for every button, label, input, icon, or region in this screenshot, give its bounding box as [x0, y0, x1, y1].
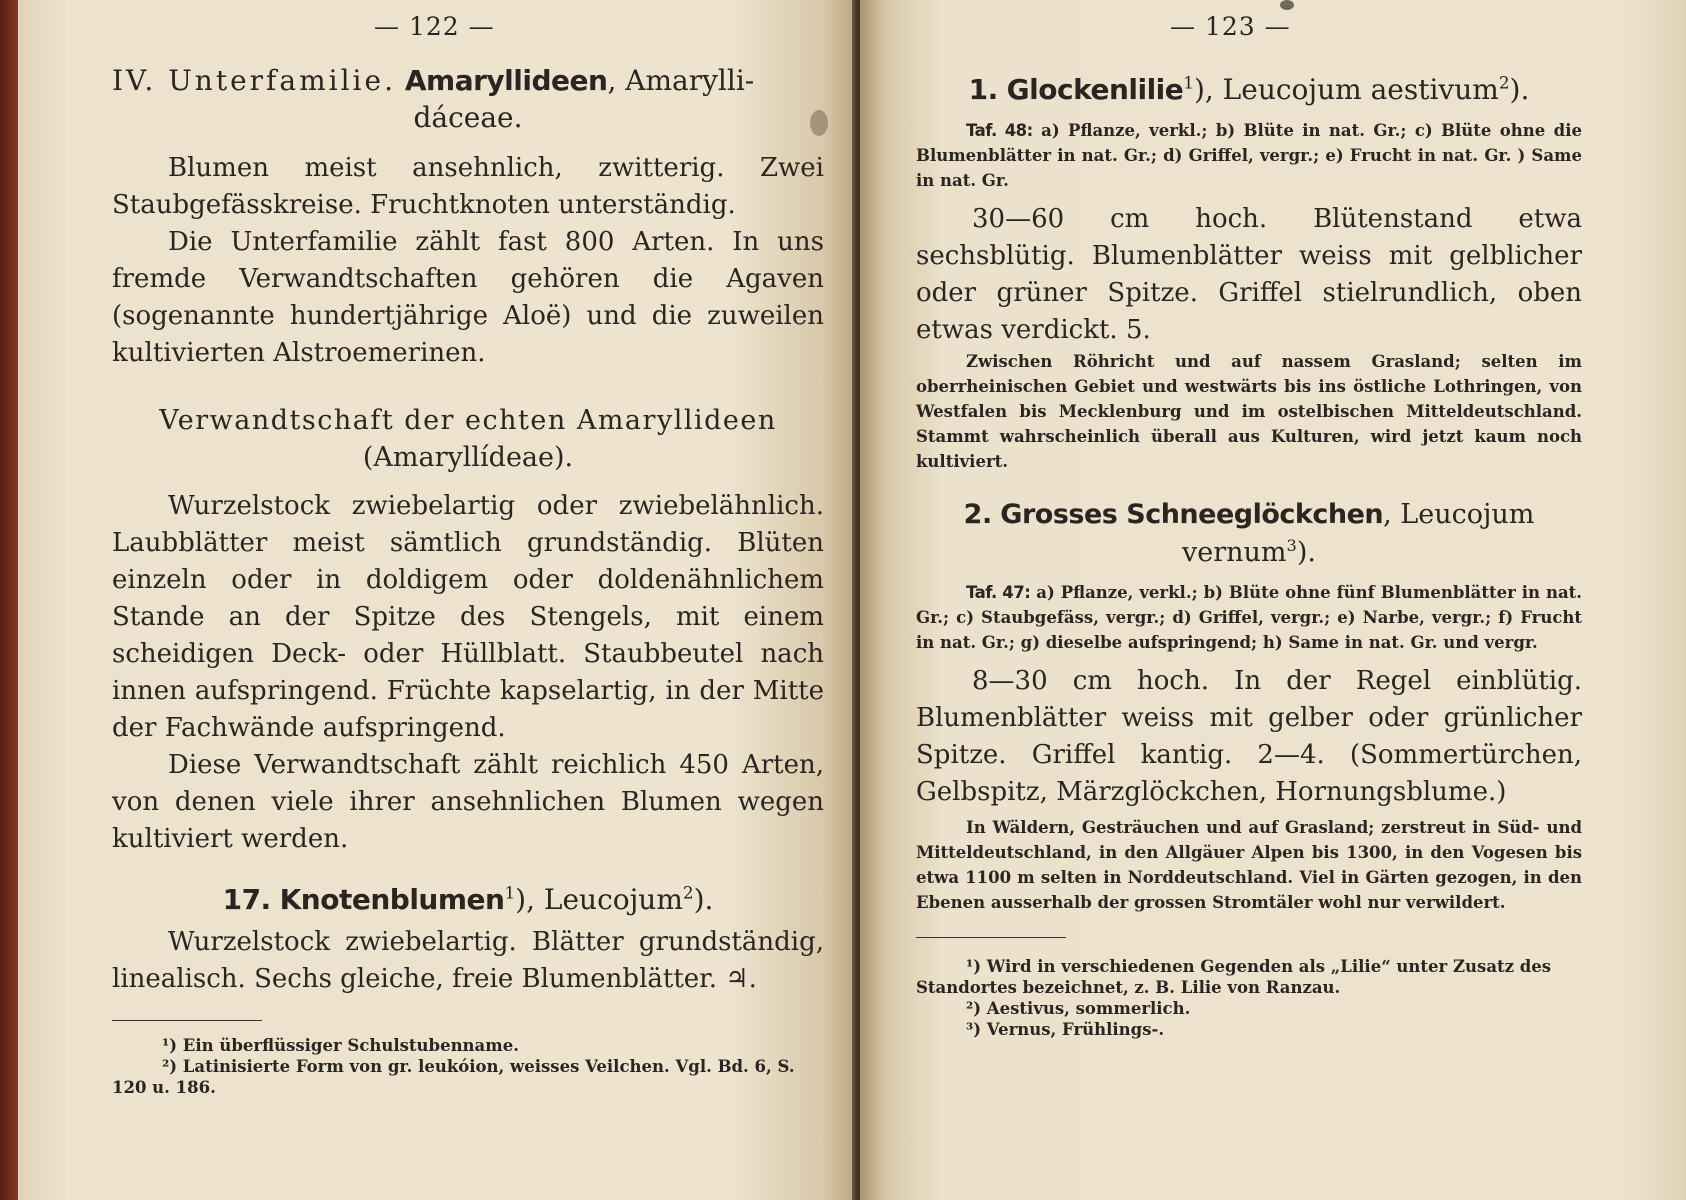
species2-number: 2.	[963, 499, 992, 530]
species1-number: 1.	[968, 73, 998, 106]
footnote-right-3: ³) Vernus, Frühlings-.	[966, 1020, 1165, 1039]
footnote-right-2: ²) Aestivus, sommerlich.	[966, 999, 1191, 1018]
species1-latin: ), Leucojum aestivum	[1193, 73, 1499, 106]
species2-plate-note	[916, 580, 1582, 655]
species2-plate-text: a) Pflanze, verkl.; b) Blüte ohne fünf Blumenblätter in nat. Gr.; c) Staubgefäss, vergr.; d) Griffel, vergr.; e) Narbe, vergr.; f) Frucht in nat. Gr.; g) dieselbe aufspringend; h) Same in nat. Gr. und vergr.	[916, 583, 1583, 652]
page-number-right: — 123 —	[1170, 12, 1291, 41]
species2-habitat: In Wäldern, Gesträuchen und auf Grasland; zerstreut in Süd- und Mitteldeutschland, in den Allgäuer Alpen bis 1300, in den Vogesen bis etwa 1100 m selten in Norddeutschland. Viel in Gärten gezogen, in den Ebenen ausserhalb der grossen Stromtäler wohl nur verwildert.	[916, 818, 1582, 912]
species1-name: Glockenlilie	[1006, 73, 1184, 106]
genus-number: 17.	[222, 883, 271, 916]
footnote-ref-2: 2	[682, 882, 694, 903]
tribe-heading-line1: Verwandtschaft der echten Amaryllideen	[159, 405, 777, 436]
footnote-rule-left	[112, 1020, 262, 1021]
species1-end: ).	[1509, 73, 1530, 106]
subfamily-heading	[112, 62, 824, 136]
book-cover-edge	[0, 0, 20, 1200]
genus-end: ).	[693, 883, 714, 916]
paragraph-genus-description: Wurzelstock zwiebelartig. Blätter grundständig, linealisch. Sechs gleiche, freie Blumenblätter. ♃.	[112, 927, 824, 994]
right-page-column	[916, 70, 1582, 1040]
species1-plate-note	[916, 118, 1582, 193]
footnote-rule-right	[916, 937, 1066, 938]
paragraph-subfamily-count: Die Unterfamilie zählt fast 800 Arten. In uns fremde Verwandtschaften gehören die Agaven (sogenannte hundertjährige Aloë) und die zuweilen kultivierten Alstroemerinen.	[112, 227, 824, 368]
species1-plate-text: a) Pflanze, verkl.; b) Blüte in nat. Gr.; c) Blüte ohne die Blumenblätter in nat. Gr.; d) Griffel, vergr.; e) Frucht in nat. Gr. ) Same in nat. Gr.	[916, 121, 1582, 190]
footnotes-left	[112, 1035, 824, 1098]
footnotes-right	[916, 956, 1582, 1040]
genus-name: Knotenblumen	[279, 883, 505, 916]
tribe-heading	[112, 402, 824, 476]
species1-footnote-ref-2: 2	[1498, 72, 1510, 93]
species2-latin-b: vernum	[1182, 537, 1287, 568]
species1-footnote-ref-1: 1	[1183, 72, 1194, 93]
species2-footnote-ref: 3	[1286, 536, 1297, 555]
genus-heading	[112, 880, 824, 920]
species1-heading	[916, 70, 1582, 110]
species1-habitat: Zwischen Röhricht und auf nassem Grasland; selten im oberrheinischen Gebiet und westwärts bis ins östliche Lothringen, von Westfalen bis Mecklenburg und im ostelbischen Mitteldeutschland. Stammt wahrscheinlich überall aus Kulturen, wird jetzt kaum noch kultiviert.	[916, 352, 1582, 471]
species2-description: 8—30 cm hoch. In der Regel einblütig. Blumenblätter weiss mit gelber oder grünlicher Spitze. Griffel kantig. 2—4. (Sommertürchen, Gelbspitz, Märzglöckchen, Hornungsblume.)	[916, 666, 1582, 807]
species2-end: ).	[1296, 537, 1316, 568]
footnote-left-1: ¹) Ein überflüssiger Schulstubenname.	[162, 1036, 519, 1055]
species2-name: Grosses Schneeglöckchen	[1000, 499, 1384, 530]
species1-description: 30—60 cm hoch. Blütenstand etwa sechsblütig. Blumenblätter weiss mit gelblicher oder grüner Spitze. Griffel stielrundlich, oben etwas verdickt. 5.	[916, 204, 1582, 345]
subfamily-name: Amaryllideen	[404, 64, 608, 97]
footnote-left-2: ²) Latinisierte Form von gr. leukóion, weisses Veilchen. Vgl. Bd. 6, S. 120 u. 186.	[112, 1057, 795, 1097]
genus-latin: ), Leucojum	[515, 883, 683, 916]
left-page	[18, 0, 856, 1200]
paragraph-subfamily-description: Blumen meist ansehnlich, zwitterig. Zwei Staubgefässkreise. Fruchtknoten unterständig.	[112, 153, 824, 220]
tribe-heading-line2: (Amaryllídeae).	[362, 442, 574, 473]
paragraph-tribe-count: Diese Verwandtschaft zählt reichlich 450 Arten, von denen viele ihrer ansehnlichen Blumen wegen kultiviert werden.	[112, 750, 824, 854]
subfamily-prefix: IV. Unterfamilie.	[112, 64, 396, 97]
paragraph-tribe-description: Wurzelstock zwiebelartig oder zwiebelähnlich. Laubblätter meist sämtlich grundständig. Blüten einzeln oder in doldigem oder doldenähnlichem Stande an der Spitze des Stengels, mit einem scheidigen Deck- oder Hüllblatt. Staubbeutel nach innen aufspringend. Früchte kapselartig, in der Mitte der Fachwände aufspringend.	[112, 491, 824, 743]
species1-plate-label: Taf. 48:	[966, 121, 1033, 140]
species2-heading	[916, 496, 1582, 572]
species2-plate-label: Taf. 47:	[966, 583, 1031, 602]
subfamily-latin-a: , Amarylli-	[607, 64, 755, 97]
subfamily-latin-b: dáceae.	[413, 101, 523, 134]
footnote-right-1: ¹) Wird in verschiedenen Gegenden als „Lilie“ unter Zusatz des Standortes bezeichnet, z. B. Lilie von Ranzau.	[916, 957, 1552, 997]
left-page-column	[112, 62, 824, 1098]
species2-latin-a: , Leucojum	[1383, 499, 1535, 530]
right-page	[860, 0, 1686, 1200]
footnote-ref-1: 1	[504, 882, 516, 903]
page-number-left: — 122 —	[374, 12, 495, 41]
